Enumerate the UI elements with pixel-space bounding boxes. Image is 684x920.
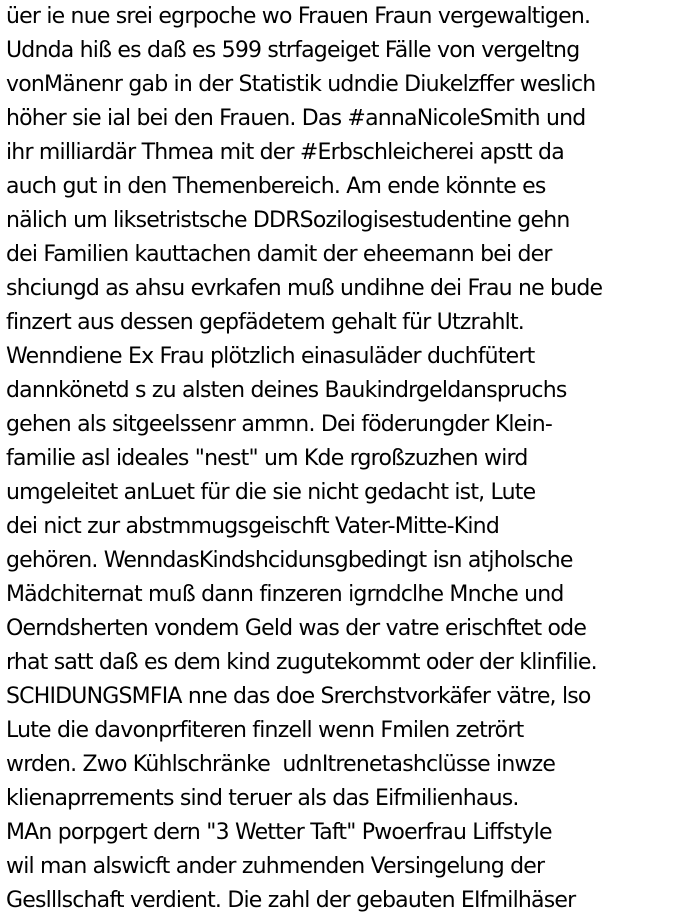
text-line: vonMänenr gab in der Statistik udndie Diukelzffer weslich [6,72,596,97]
text-line: dei Familien kauttachen damit der eheemann bei der [6,242,552,267]
text-line: üer ie nue srei egrpoche wo Frauen Fraun vergewaltigen. [6,4,591,29]
text-line: auch gut in den Themenbereich. Am ende könnte es [6,174,546,199]
text-line: wil man alswicft ander zuhmenden Versingelung der [6,854,545,879]
text-line: klienaprrements sind teruer als das Eifmilienhaus. [6,786,519,811]
text-line: shciungd as ahsu evrkafen muß undihne dei Frau ne bude [6,276,603,301]
text-line: höher sie ial bei den Frauen. Das #annaNicoleSmith und [6,106,586,131]
text-line: gehören. WenndasKindshcidunsgbedingt isn atjholsche [6,548,573,573]
text-line: rhat satt daß es dem kind zugutekommt oder der klinfilie. [6,650,597,675]
text-line: finzert aus dessen gepfädetem gehalt für Utzrahlt. [6,310,524,335]
text-line: nälich um liksetristsche DDRSozilogisestudentine gehn [6,208,570,233]
text-line: umgeleitet anLuet für die sie nicht gedacht ist, Lute [6,480,536,505]
text-line: Mädchiternat muß dann finzeren igrndclhe Mnche und [6,582,564,607]
text-line: gehen als sitgeelssenr ammn. Dei föderungder Klein- [6,412,553,437]
text-line: Lute die davonprfiteren finzell wenn Fmilen zetrört [6,718,524,743]
text-line: ihr milliardär Thmea mit der #Erbschleicherei apstt da [6,140,564,165]
text-line: MAn porpgert dern "3 Wetter Taft" Pwoerfrau Liffstyle [6,820,552,845]
text-line: Wenndiene Ex Frau plötzlich einasuläder duchfütert [6,344,535,369]
text-line: dei nict zur abstmmugsgeischft Vater-Mitte-Kind [6,514,499,539]
text-line: SCHIDUNGSMFIA nne das doe Srerchstvorkäfer vätre, lso [6,684,591,709]
text-line: wrden. Zwo Kühlschränke udnItrenetashclüsse inwze [6,752,556,777]
text-line: Oerndsherten vondem Geld was der vatre erischftet ode [6,616,587,641]
text-line: Udnda hiß es daß es 599 strfageiget Fälle von vergeltng [6,38,580,63]
text-line: Geslllschaft verdient. Die zahl der gebauten EIfmilhäser [6,888,576,913]
text-line: familie asl ideales "nest" um Kde rgroßzuzhen wird [6,446,528,471]
text-line: dannkönetd s zu alsten deines Baukindrgeldanspruchs [6,378,567,403]
